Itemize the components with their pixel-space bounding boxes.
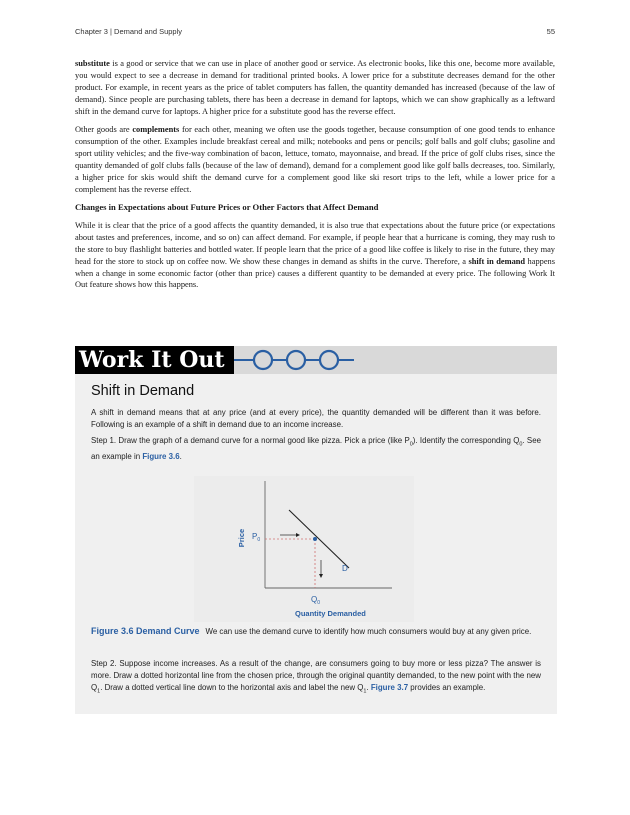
arrowhead <box>296 533 300 537</box>
subscript: 1 <box>97 688 101 695</box>
step-text: Step 1. Draw the graph of a demand curve for a normal good like pizza. Pick a price (like P <box>91 436 410 445</box>
step-2 <box>91 658 541 698</box>
paragraph-complements <box>75 124 555 195</box>
demand-curve-graph <box>194 476 414 622</box>
term-complements: complements <box>132 125 180 135</box>
term-substitute: substitute <box>75 59 110 68</box>
page-number: 55 <box>546 27 555 36</box>
paragraph-text: happens when a change in some economic factor (other than price) causes a different quantity to be demanded at every price. The following Work It Out feature shows how this happens. <box>75 256 555 290</box>
figure-3-7-link[interactable]: Figure 3.7 <box>370 682 409 692</box>
demand-curve-figure <box>194 476 414 622</box>
work-it-out-box <box>75 346 557 714</box>
caption-label: Figure 3.6 Demand Curve <box>91 626 200 636</box>
paragraph-text: While it is clear that the price of a good affects the quantity demanded, it is also true that expectations about the future price (or expectations about tastes and preferences, income, and so on) can affect demand. For example, if people hear that a hurricane is coming, they may rush to the store to buy flashlight batteries and bottled water. If people learn that the price of a good like coffee is likely to rise in the future, they may head for the store to stock up on coffee now. We show these changes in demand as shifts in the curve. Therefore, a <box>75 220 555 266</box>
step-text: . <box>179 452 182 462</box>
subscript: 0 <box>519 441 523 448</box>
paragraph-text: Other goods are <box>75 125 133 135</box>
work-it-out-label: Work It Out <box>75 346 234 374</box>
body-text <box>75 58 555 298</box>
work-it-out-intro: A shift in demand means that at any price (and at every price), the quantity demanded will be different than it was before. Following is an example of a shift in demand due to an income increase. <box>91 408 541 429</box>
figure-caption <box>91 626 541 638</box>
step-text: . See an example in <box>91 436 541 462</box>
chain-circles-icon <box>234 346 364 374</box>
paragraph-text: for each other, meaning we often use the goods together, because consumption of one good tends to enhance consumption of the other. Examples include breakfast cereal and milk; notebooks and pens or pencils; golf balls and golf clubs; gasoline and sport utility vehicles; and the five-way combination of bacon, lettuce, tomato, mayonnaise, and bread. If the price of golf clubs rises, since the quantity demanded of golf clubs falls (because of the law of demand), demand for a complement good like golf balls decreases, too. Similarly, a higher price for skis would shift the demand curve for a complement good like ski resort trips to the left, while a lower price for a complement has the reverse effect. <box>75 125 555 194</box>
step-text: provides an example. <box>408 682 486 692</box>
step-1 <box>91 435 541 463</box>
curve-d-label: D <box>342 564 348 573</box>
price-p0-label: $P_0$ <box>252 532 261 543</box>
demand-point <box>313 537 317 541</box>
y-axis-label: Price <box>237 528 246 548</box>
step-text: . <box>366 682 371 692</box>
paragraph-text: is a good or service that we can use in place of another good or service. As electronic books, like this one, become more available, you would expect to see a decrease in demand for traditional printed books. A lower price for a substitute decreases demand for the other product. For example, in recent years as the price of tablet computers has fallen, the quantity demanded has increased (because of the law of demand). Since people are purchasing tablets, there has been a decrease in demand for laptops, which we can show graphically as a leftward shift in the demand curve for laptops. A higher price for a substitute good has the reverse effect. <box>75 59 555 116</box>
step-text: Step 2. Suppose income increases. As a result of the change, are consumers going to buy more or less pizza? The answer is more. Draw a dotted horizontal line from the chosen price, through the original quantity demanded, to the new point with the new Q <box>91 659 541 692</box>
work-it-out-title: Shift in Demand <box>91 383 195 399</box>
subscript: 1 <box>363 688 367 695</box>
chapter-title: Chapter 3 | Demand and Supply <box>75 27 183 36</box>
step-text: ). Identify the corresponding Q <box>412 436 520 445</box>
figure-3-6-link[interactable]: Figure 3.6 <box>142 452 180 462</box>
section-subheading: Changes in Expectations about Future Prices or Other Factors that Affect Demand <box>75 201 379 212</box>
term-shift-in-demand: shift in demand <box>468 256 526 266</box>
arrowhead <box>319 574 323 578</box>
paragraph-expectations <box>75 220 555 291</box>
caption-text: We can use the demand curve to identify how much consumers would buy at any given price. <box>205 627 532 636</box>
step-text: . Draw a dotted vertical line down to the horizontal axis and label the new Q <box>100 682 364 692</box>
subscript: 0 <box>409 441 413 448</box>
quantity-q0-label: $Q_0$ <box>311 595 321 606</box>
x-axis-label: Quantity Demanded <box>295 609 366 618</box>
paragraph-substitute <box>75 58 555 118</box>
